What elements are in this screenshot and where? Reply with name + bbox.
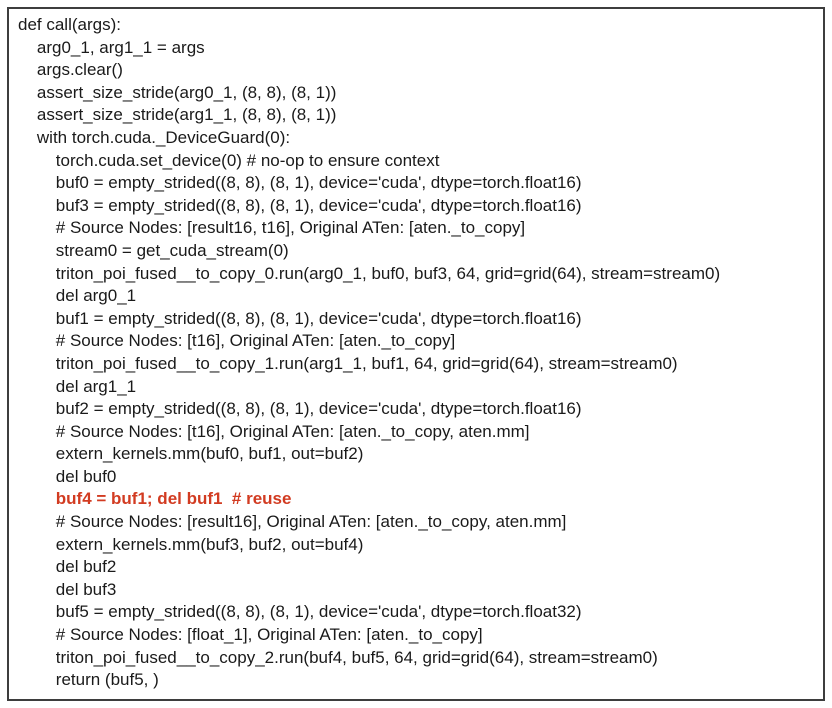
code-line: del arg1_1 bbox=[18, 376, 137, 396]
code-line: with torch.cuda._DeviceGuard(0): bbox=[18, 127, 291, 147]
code-line: # Source Nodes: [result16], Original ATen: [aten._to_copy, aten.mm] bbox=[18, 512, 567, 532]
code-listing bbox=[7, 7, 825, 701]
code-line: stream0 = get_cuda_stream(0) bbox=[18, 240, 289, 260]
code-line: # Source Nodes: [result16, t16], Original ATen: [aten._to_copy] bbox=[18, 218, 526, 238]
code-line: arg0_1, arg1_1 = args bbox=[18, 37, 205, 57]
code-line: del buf0 bbox=[18, 466, 117, 486]
code-line: torch.cuda.set_device(0) # no-op to ensure context bbox=[18, 150, 440, 170]
code-line: # Source Nodes: [float_1], Original ATen: [aten._to_copy] bbox=[18, 625, 483, 645]
code-line: buf1 = empty_strided((8, 8), (8, 1), device='cuda', dtype=torch.float16) bbox=[18, 308, 582, 328]
code-line: # Source Nodes: [t16], Original ATen: [aten._to_copy] bbox=[18, 331, 456, 351]
code-line: del arg0_1 bbox=[18, 286, 137, 306]
code-line-highlighted-reuse: buf4 = buf1; del buf1 # reuse bbox=[18, 489, 292, 509]
code-line: def call(args): bbox=[18, 15, 121, 34]
code-line: buf2 = empty_strided((8, 8), (8, 1), device='cuda', dtype=torch.float16) bbox=[18, 399, 582, 419]
code-line: args.clear() bbox=[18, 60, 123, 80]
code-line: buf5 = empty_strided((8, 8), (8, 1), device='cuda', dtype=torch.float32) bbox=[18, 602, 582, 622]
code-line: # Source Nodes: [t16], Original ATen: [aten._to_copy, aten.mm] bbox=[18, 421, 530, 441]
code-line: buf3 = empty_strided((8, 8), (8, 1), device='cuda', dtype=torch.float16) bbox=[18, 195, 582, 215]
code-line: del buf2 bbox=[18, 557, 117, 577]
code-line: triton_poi_fused__to_copy_2.run(buf4, buf5, 64, grid=grid(64), stream=stream0) bbox=[18, 647, 658, 667]
code-line: extern_kernels.mm(buf3, buf2, out=buf4) bbox=[18, 534, 364, 554]
code-line: assert_size_stride(arg1_1, (8, 8), (8, 1)) bbox=[18, 105, 337, 125]
code-line: del buf3 bbox=[18, 579, 117, 599]
code-line: assert_size_stride(arg0_1, (8, 8), (8, 1)) bbox=[18, 82, 337, 102]
code-line: return (buf5, ) bbox=[18, 670, 159, 690]
code-line: buf0 = empty_strided((8, 8), (8, 1), device='cuda', dtype=torch.float16) bbox=[18, 173, 582, 193]
code-line: triton_poi_fused__to_copy_0.run(arg0_1, buf0, buf3, 64, grid=grid(64), stream=stream0) bbox=[18, 263, 721, 283]
code-line: triton_poi_fused__to_copy_1.run(arg1_1, buf1, 64, grid=grid(64), stream=stream0) bbox=[18, 353, 678, 373]
code-line: extern_kernels.mm(buf0, buf1, out=buf2) bbox=[18, 444, 364, 464]
